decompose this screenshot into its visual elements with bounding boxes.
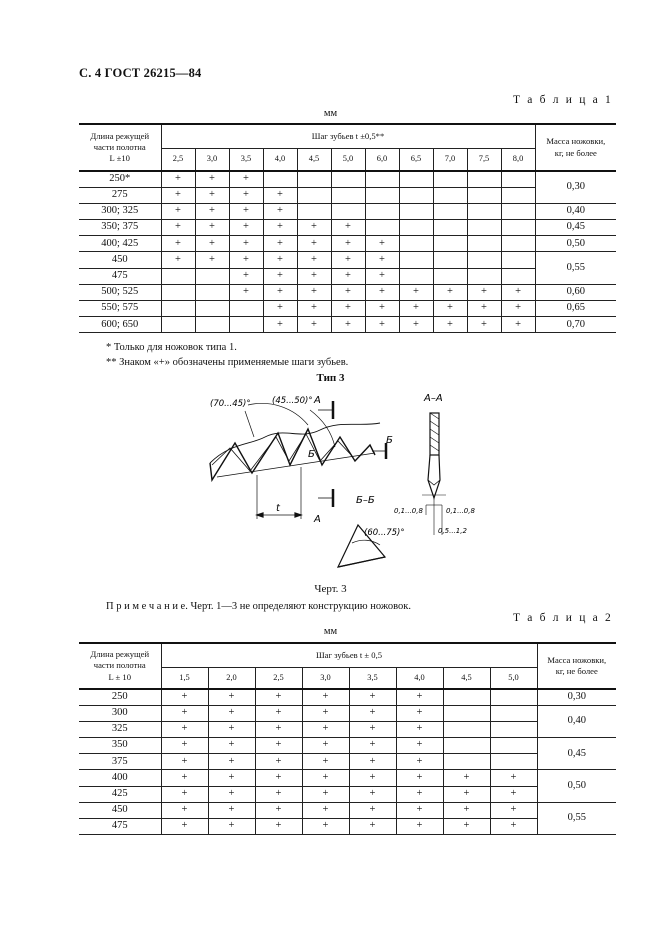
plus-mark: + — [302, 705, 349, 721]
plus-mark: + — [302, 786, 349, 802]
empty-cell — [433, 187, 467, 203]
step-header: 5,0 — [331, 148, 365, 171]
section-bb-label: Б–Б — [356, 495, 375, 506]
empty-cell — [161, 317, 195, 333]
row-length: 350; 375 — [79, 220, 161, 236]
empty-cell — [229, 301, 263, 317]
plus-mark: + — [229, 171, 263, 187]
row-mass: 0,40 — [535, 203, 616, 219]
empty-cell — [501, 236, 535, 252]
table1 — [79, 123, 616, 333]
plus-mark: + — [399, 284, 433, 300]
plus-mark: + — [255, 689, 302, 705]
row-mass: 0,55 — [537, 802, 616, 834]
plus-mark: + — [161, 689, 208, 705]
cut-b2-label: Б — [308, 449, 315, 460]
plus-mark: + — [302, 721, 349, 737]
table-row — [79, 203, 616, 219]
col-header-length-line: Длина режущей — [90, 130, 150, 141]
plus-mark: + — [501, 301, 535, 317]
plus-mark: + — [302, 689, 349, 705]
note-primechanie: П р и м е ч а н и е. Черт. 1—3 не определяют конструкцию ножовок. — [106, 601, 411, 612]
plus-mark: + — [396, 770, 443, 786]
dim-label-2: 0,1...0,8 — [446, 507, 475, 515]
plus-mark: + — [297, 317, 331, 333]
table-row — [79, 220, 616, 236]
plus-mark: + — [302, 738, 349, 754]
table-row — [79, 705, 616, 721]
col-header-length — [79, 643, 161, 689]
row-length: 275 — [79, 187, 161, 203]
row-length: 600; 650 — [79, 317, 161, 333]
col-header-mass-line: Масса ножовки, — [546, 136, 606, 147]
step-header: 3,5 — [229, 148, 263, 171]
plus-mark: + — [365, 284, 399, 300]
col-header-length-line: Длина режущей — [90, 649, 150, 660]
table-row — [79, 301, 616, 317]
plus-mark: + — [297, 284, 331, 300]
plus-mark: + — [331, 220, 365, 236]
row-mass: 0,30 — [535, 171, 616, 203]
table-row — [79, 802, 616, 818]
row-length: 475 — [79, 268, 161, 284]
empty-cell — [433, 171, 467, 187]
plus-mark: + — [208, 786, 255, 802]
empty-cell — [161, 301, 195, 317]
table-row — [79, 689, 616, 705]
empty-cell — [365, 171, 399, 187]
plus-mark: + — [195, 187, 229, 203]
plus-mark: + — [443, 786, 490, 802]
table2 — [79, 642, 616, 835]
empty-cell — [443, 738, 490, 754]
row-length: 450 — [79, 802, 161, 818]
step-header: 7,5 — [467, 148, 501, 171]
plus-mark: + — [208, 754, 255, 770]
plus-mark: + — [349, 802, 396, 818]
plus-mark: + — [208, 738, 255, 754]
plus-mark: + — [161, 786, 208, 802]
step-header: 2,5 — [255, 667, 302, 689]
plus-mark: + — [349, 819, 396, 835]
empty-cell — [490, 738, 537, 754]
empty-cell — [331, 171, 365, 187]
plus-mark: + — [433, 301, 467, 317]
plus-mark: + — [161, 171, 195, 187]
step-header: 3,0 — [195, 148, 229, 171]
empty-cell — [399, 203, 433, 219]
step-header: 1,5 — [161, 667, 208, 689]
table-row — [79, 721, 616, 737]
col-header-length-line: L ±10 — [109, 153, 130, 164]
row-length: 250 — [79, 689, 161, 705]
step-header: 4,0 — [396, 667, 443, 689]
plus-mark: + — [263, 252, 297, 268]
plus-mark: + — [396, 754, 443, 770]
plus-mark: + — [467, 301, 501, 317]
col-header-step: Шаг зубьев t ±0,5** — [161, 124, 535, 148]
saw-tooth-drawing — [190, 385, 520, 580]
table1-caption: Т а б л и ц а 1 — [512, 94, 613, 106]
table-row — [79, 236, 616, 252]
plus-mark: + — [195, 203, 229, 219]
empty-cell — [195, 284, 229, 300]
plus-mark: + — [255, 754, 302, 770]
row-mass: 0,65 — [535, 301, 616, 317]
plus-mark: + — [302, 819, 349, 835]
plus-mark: + — [161, 802, 208, 818]
row-length: 500; 525 — [79, 284, 161, 300]
empty-cell — [365, 203, 399, 219]
plus-mark: + — [396, 786, 443, 802]
plus-mark: + — [263, 187, 297, 203]
plus-mark: + — [331, 317, 365, 333]
row-mass: 0,70 — [535, 317, 616, 333]
empty-cell — [399, 252, 433, 268]
empty-cell — [490, 754, 537, 770]
step-header: 7,0 — [433, 148, 467, 171]
empty-cell — [433, 203, 467, 219]
empty-cell — [399, 220, 433, 236]
plus-mark: + — [365, 252, 399, 268]
plus-mark: + — [229, 203, 263, 219]
table1-unit: мм — [323, 108, 338, 119]
table-row — [79, 819, 616, 835]
footnotes — [106, 340, 348, 370]
plus-mark: + — [161, 252, 195, 268]
plus-mark: + — [331, 236, 365, 252]
plus-mark: + — [399, 301, 433, 317]
empty-cell — [467, 171, 501, 187]
cut-b-label: Б — [386, 435, 393, 446]
col-header-length-line: L ± 10 — [108, 671, 132, 682]
empty-cell — [331, 187, 365, 203]
empty-cell — [443, 754, 490, 770]
plus-mark: + — [161, 220, 195, 236]
plus-mark: + — [399, 317, 433, 333]
table2-unit: мм — [323, 626, 338, 637]
plus-mark: + — [161, 738, 208, 754]
row-mass: 0,45 — [537, 738, 616, 770]
plus-mark: + — [302, 770, 349, 786]
plus-mark: + — [297, 268, 331, 284]
col-header-mass-line: кг, не более — [554, 147, 597, 158]
col-header-length — [79, 124, 161, 171]
plus-mark: + — [365, 317, 399, 333]
step-header: 6,0 — [365, 148, 399, 171]
row-length: 400; 425 — [79, 236, 161, 252]
plus-mark: + — [263, 284, 297, 300]
plus-mark: + — [208, 770, 255, 786]
plus-mark: + — [263, 301, 297, 317]
row-length: 475 — [79, 819, 161, 835]
empty-cell — [399, 187, 433, 203]
plus-mark: + — [161, 236, 195, 252]
row-length: 300 — [79, 705, 161, 721]
plus-mark: + — [331, 301, 365, 317]
empty-cell — [501, 220, 535, 236]
empty-cell — [365, 220, 399, 236]
table-row — [79, 252, 616, 268]
row-length: 400 — [79, 770, 161, 786]
row-length: 375 — [79, 754, 161, 770]
plus-mark: + — [349, 770, 396, 786]
step-header: 2,5 — [161, 148, 195, 171]
row-mass: 0,40 — [537, 705, 616, 737]
empty-cell — [161, 284, 195, 300]
plus-mark: + — [208, 802, 255, 818]
plus-mark: + — [349, 754, 396, 770]
plus-mark: + — [229, 187, 263, 203]
col-header-mass — [537, 643, 616, 689]
figure-caption: Черт. 3 — [314, 583, 347, 595]
plus-mark: + — [263, 317, 297, 333]
empty-cell — [443, 689, 490, 705]
plus-mark: + — [443, 770, 490, 786]
empty-cell — [490, 689, 537, 705]
row-mass: 0,30 — [537, 689, 616, 705]
step-header: 4,5 — [297, 148, 331, 171]
plus-mark: + — [255, 786, 302, 802]
plus-mark: + — [365, 268, 399, 284]
plus-mark: + — [331, 284, 365, 300]
plus-mark: + — [490, 770, 537, 786]
empty-cell — [467, 236, 501, 252]
col-header-mass-line: Масса ножовки, — [547, 654, 607, 665]
empty-cell — [501, 171, 535, 187]
col-header-length-line: части полотна — [93, 660, 146, 671]
table-row — [79, 754, 616, 770]
section-aa-label: А–А — [424, 393, 443, 404]
plus-mark: + — [443, 802, 490, 818]
row-length: 425 — [79, 786, 161, 802]
empty-cell — [467, 268, 501, 284]
table-row — [79, 284, 616, 300]
empty-cell — [467, 252, 501, 268]
plus-mark: + — [297, 236, 331, 252]
plus-mark: + — [161, 705, 208, 721]
empty-cell — [297, 187, 331, 203]
footnote-1: * Только для ножовок типа 1. — [106, 342, 237, 353]
plus-mark: + — [195, 171, 229, 187]
plus-mark: + — [263, 220, 297, 236]
row-length: 325 — [79, 721, 161, 737]
empty-cell — [195, 317, 229, 333]
plus-mark: + — [349, 738, 396, 754]
plus-mark: + — [297, 301, 331, 317]
step-header: 5,0 — [490, 667, 537, 689]
col-header-mass-line: кг, не более — [555, 666, 598, 676]
row-length: 250* — [79, 171, 161, 187]
table-row — [79, 786, 616, 802]
table-row — [79, 171, 616, 187]
table-row — [79, 770, 616, 786]
plus-mark: + — [490, 786, 537, 802]
plus-mark: + — [229, 252, 263, 268]
empty-cell — [501, 252, 535, 268]
plus-mark: + — [208, 705, 255, 721]
row-mass: 0,50 — [535, 236, 616, 252]
step-header: 4,0 — [263, 148, 297, 171]
table-row — [79, 738, 616, 754]
plus-mark: + — [255, 819, 302, 835]
plus-mark: + — [331, 252, 365, 268]
row-mass: 0,45 — [535, 220, 616, 236]
empty-cell — [467, 220, 501, 236]
plus-mark: + — [490, 819, 537, 835]
step-header: 4,5 — [443, 667, 490, 689]
plus-mark: + — [396, 689, 443, 705]
plus-mark: + — [263, 268, 297, 284]
empty-cell — [263, 171, 297, 187]
empty-cell — [443, 705, 490, 721]
plus-mark: + — [396, 819, 443, 835]
plus-mark: + — [349, 705, 396, 721]
step-header: 3,5 — [349, 667, 396, 689]
plus-mark: + — [208, 721, 255, 737]
pitch-label: t — [276, 503, 280, 514]
cut-a-bottom-label: А — [314, 514, 321, 525]
row-mass: 0,55 — [535, 252, 616, 284]
row-mass: 0,50 — [537, 770, 616, 802]
empty-cell — [501, 187, 535, 203]
empty-cell — [297, 171, 331, 187]
plus-mark: + — [501, 284, 535, 300]
plus-mark: + — [195, 236, 229, 252]
plus-mark: + — [443, 819, 490, 835]
plus-mark: + — [349, 721, 396, 737]
plus-mark: + — [365, 301, 399, 317]
empty-cell — [443, 721, 490, 737]
empty-cell — [297, 203, 331, 219]
step-header: 3,0 — [302, 667, 349, 689]
empty-cell — [161, 268, 195, 284]
plus-mark: + — [349, 689, 396, 705]
empty-cell — [490, 721, 537, 737]
col-header-length-line: части полотна — [93, 141, 146, 152]
row-length: 450 — [79, 252, 161, 268]
plus-mark: + — [229, 220, 263, 236]
plus-mark: + — [263, 236, 297, 252]
plus-mark: + — [490, 802, 537, 818]
plus-mark: + — [229, 284, 263, 300]
plus-mark: + — [365, 236, 399, 252]
table2-caption: Т а б л и ц а 2 — [512, 612, 613, 624]
plus-mark: + — [255, 738, 302, 754]
empty-cell — [433, 252, 467, 268]
empty-cell — [433, 236, 467, 252]
plus-mark: + — [396, 738, 443, 754]
empty-cell — [399, 268, 433, 284]
angle-label-3: (60...75)° — [364, 528, 405, 538]
plus-mark: + — [396, 721, 443, 737]
row-length: 550; 575 — [79, 301, 161, 317]
empty-cell — [467, 187, 501, 203]
empty-cell — [195, 268, 229, 284]
plus-mark: + — [161, 819, 208, 835]
plus-mark: + — [331, 268, 365, 284]
empty-cell — [331, 203, 365, 219]
empty-cell — [490, 705, 537, 721]
plus-mark: + — [255, 802, 302, 818]
plus-mark: + — [161, 770, 208, 786]
plus-mark: + — [161, 721, 208, 737]
step-header: 2,0 — [208, 667, 255, 689]
plus-mark: + — [229, 268, 263, 284]
plus-mark: + — [396, 705, 443, 721]
empty-cell — [433, 268, 467, 284]
empty-cell — [229, 317, 263, 333]
plus-mark: + — [229, 236, 263, 252]
figure-title: Тип 3 — [316, 372, 345, 384]
plus-mark: + — [161, 187, 195, 203]
cut-a-top-label: А — [314, 395, 321, 406]
plus-mark: + — [396, 802, 443, 818]
empty-cell — [501, 268, 535, 284]
row-mass: 0,60 — [535, 284, 616, 300]
plus-mark: + — [302, 802, 349, 818]
plus-mark: + — [433, 317, 467, 333]
plus-mark: + — [255, 721, 302, 737]
plus-mark: + — [467, 317, 501, 333]
row-length: 300; 325 — [79, 203, 161, 219]
footnote-2: ** Знаком «+» обозначены применяемые шаги зубьев. — [106, 357, 349, 368]
angle-label-1: (70...45)° — [210, 399, 251, 409]
plus-mark: + — [255, 705, 302, 721]
empty-cell — [195, 301, 229, 317]
dim-label-1: 0,1...0,8 — [394, 507, 423, 515]
plus-mark: + — [297, 220, 331, 236]
plus-mark: + — [302, 754, 349, 770]
empty-cell — [365, 187, 399, 203]
step-header: 8,0 — [501, 148, 535, 171]
plus-mark: + — [255, 770, 302, 786]
table-row — [79, 317, 616, 333]
angle-label-2: (45...50)° — [272, 396, 313, 406]
step-header: 6,5 — [399, 148, 433, 171]
empty-cell — [501, 203, 535, 219]
plus-mark: + — [467, 284, 501, 300]
row-length: 350 — [79, 738, 161, 754]
dim-label-3: 0,5...1,2 — [438, 527, 467, 535]
plus-mark: + — [349, 786, 396, 802]
empty-cell — [433, 220, 467, 236]
plus-mark: + — [208, 689, 255, 705]
plus-mark: + — [263, 203, 297, 219]
empty-cell — [399, 171, 433, 187]
plus-mark: + — [195, 252, 229, 268]
plus-mark: + — [433, 284, 467, 300]
plus-mark: + — [501, 317, 535, 333]
plus-mark: + — [161, 203, 195, 219]
col-header-step: Шаг зубьев t ± 0,5 — [161, 643, 537, 667]
plus-mark: + — [208, 819, 255, 835]
page-header: С. 4 ГОСТ 26215—84 — [79, 66, 202, 80]
empty-cell — [467, 203, 501, 219]
empty-cell — [399, 236, 433, 252]
plus-mark: + — [161, 754, 208, 770]
col-header-mass — [535, 124, 616, 171]
plus-mark: + — [195, 220, 229, 236]
plus-mark: + — [297, 252, 331, 268]
